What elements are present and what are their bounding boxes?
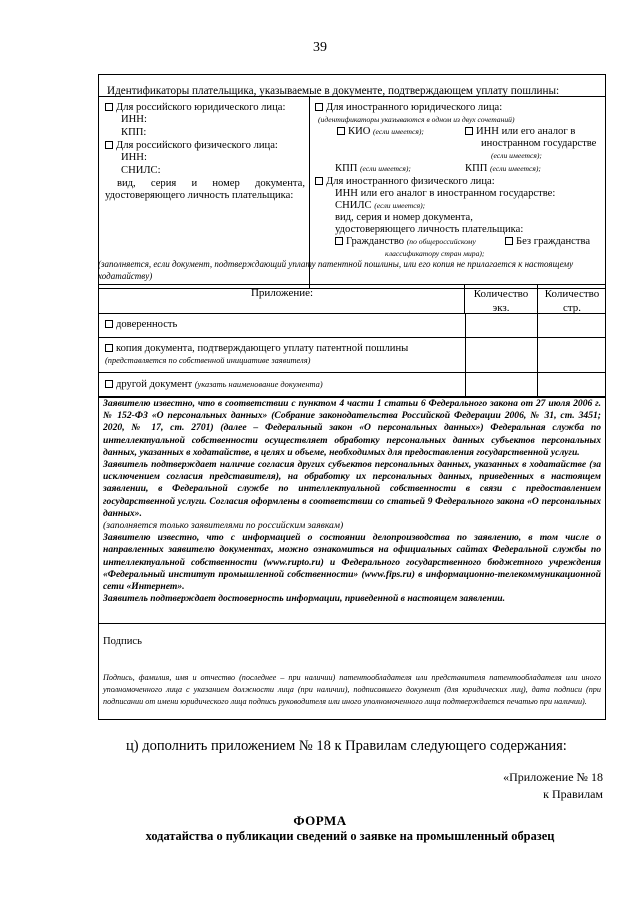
row-separator xyxy=(99,372,605,373)
foreign-doc-label-2: удостоверяющего личность плательщика: xyxy=(335,224,524,235)
signature-note: Подпись, фамилия, имя и отчество (последнее – при наличии) патентообладателя или представителя патентообладателя или иного уполномоченного лица с указанием должности лица (при наличии), подписавшего документ (для юридических лиц), дата подписи (при подписании от имени юридического лица подпись руководителя или иного уполномоченного лица подтверждается печатью при наличии). xyxy=(103,673,601,706)
other-document-checkbox[interactable] xyxy=(105,380,113,388)
signature-label: Подпись xyxy=(103,636,142,647)
appendix-line-2: к Правилам xyxy=(543,787,603,801)
foreign-kpp-label-2: КПП (если имеется); xyxy=(465,163,541,174)
legal-paragraph-2-note: (заполняется только заявителями по российским заявкам) xyxy=(103,520,344,532)
citizenship-option[interactable]: Гражданство (по общероссийскому xyxy=(335,236,476,248)
foreign-kpp-label: КПП (если имеется); xyxy=(335,163,411,174)
ru-individual-inn-label: ИНН: xyxy=(121,152,147,163)
foreign-snils-label: СНИЛС (если имеется); xyxy=(335,200,426,211)
legal-paragraph-3: Заявителю известно, что с информацией о состоянии делопроизводства по заявлению, в том числе о направленных заявителю документах, можно ознакомиться на официальных сайтах Федеральной службы по интеллектуальной собственности (www.rupto.ru) и Федерального государственного бюджетного учреждения «Федеральный институт промышленной собственности» (www.fips.ru) в информационно-телекоммуникационной сети «Интернет». xyxy=(103,532,601,593)
foreign-individual-option[interactable]: Для иностранного физического лица: xyxy=(315,176,495,188)
fee-copy-option[interactable]: копия документа, подтверждающего уплату патентной пошлины xyxy=(105,343,408,355)
foreign-legal-option[interactable]: Для иностранного юридического лица: xyxy=(315,102,502,114)
row-separator xyxy=(99,337,605,338)
legal-text xyxy=(103,398,601,605)
ru-legal-kpp-label: КПП: xyxy=(121,127,147,138)
pages-column-divider xyxy=(537,285,538,396)
ru-legal-checkbox[interactable] xyxy=(105,103,113,111)
inn-analog-option[interactable]: ИНН или его аналог в xyxy=(465,126,575,138)
payer-identifiers-table xyxy=(98,74,606,289)
copies-column-divider xyxy=(465,313,466,396)
stateless-checkbox[interactable] xyxy=(505,237,513,245)
ru-legal-inn-label: ИНН: xyxy=(121,114,147,125)
ru-individual-option[interactable]: Для российского физического лица: xyxy=(105,140,278,152)
foreign-legal-note: (идентификаторы указываются в одном из двух сочетаний) xyxy=(318,115,515,124)
attachments-table xyxy=(98,284,606,397)
kio-checkbox[interactable] xyxy=(337,127,345,135)
citizenship-note-2: классификатору стран мира); xyxy=(385,249,485,258)
attachments-title-cell xyxy=(99,285,465,313)
legal-paragraph-2: Заявитель подтверждает наличие согласия других субъектов персональных данных, указанных в ходатайстве (за исключением согласия представителя), на обработку их персональных данных, приведенных в настоящем заявлении, в Федеральной службе по интеллектуальной собственности в связи с предоставлением государственной услуги. Согласия оформлены в соответствии со статьей 9 Федерального закона «О персональных данных». xyxy=(103,459,601,519)
page-number: 39 xyxy=(313,40,327,55)
appendix-line-1: «Приложение № 18 xyxy=(503,770,603,784)
fee-copy-note: (представляется по собственной инициативе заявителя) xyxy=(105,356,311,365)
inn-analog-checkbox[interactable] xyxy=(465,127,473,135)
form-subtitle: ходатайства о публикации сведений о заявке на промышленный образец xyxy=(145,829,555,843)
amendment-text: ц) дополнить приложением № 18 к Правилам следующего содержания: xyxy=(126,738,567,754)
inn-analog-note: (если имеется); xyxy=(491,151,542,160)
ru-individual-doc-label-2: удостоверяющего личность плательщика: xyxy=(105,190,294,201)
ru-individual-doc-label: вид, серия и номер документа, xyxy=(117,178,305,189)
stateless-option[interactable]: Без гражданства xyxy=(505,236,590,248)
fee-copy-checkbox[interactable] xyxy=(105,344,113,352)
payer-header: Идентификаторы плательщика, указываемые в документе, подтверждающем уплату пошлины: xyxy=(107,85,560,97)
payer-header-row xyxy=(99,75,605,97)
attachments-title: Приложение: xyxy=(250,287,314,299)
kio-option[interactable]: КИО (если имеется); xyxy=(337,126,424,138)
legal-paragraph-4: Заявитель подтверждает достоверность информации, приведенной в настоящем заявлении. xyxy=(103,593,506,605)
appendix-reference xyxy=(503,769,603,803)
legal-separator xyxy=(99,623,605,624)
foreign-individual-checkbox[interactable] xyxy=(315,177,323,185)
attachments-header-separator xyxy=(99,313,605,314)
foreign-legal-checkbox[interactable] xyxy=(315,103,323,111)
ru-individual-snils-label: СНИЛС: xyxy=(121,165,161,176)
ru-legal-option[interactable]: Для российского юридического лица: xyxy=(105,102,285,114)
power-of-attorney-option[interactable]: доверенность xyxy=(105,319,177,331)
foreign-doc-label: вид, серия и номер документа, xyxy=(335,212,473,223)
foreign-inn-label: ИНН или его аналог в иностранном государстве: xyxy=(335,188,556,199)
pages-column-header: Количество стр. xyxy=(544,288,600,314)
form-title: ФОРМА xyxy=(293,813,347,828)
power-of-attorney-checkbox[interactable] xyxy=(105,320,113,328)
inn-analog-label-2: иностранном государстве xyxy=(481,138,597,149)
payer-fill-note: (заполняется, если документ, подтверждающий уплату патентной пошлины, или его копия не прилагается к настоящему ходатайству) xyxy=(98,259,574,281)
other-document-option[interactable]: другой документ (указать наименование документа) xyxy=(105,379,323,391)
legal-paragraph-1: Заявителю известно, что в соответствии с пунктом 4 части 1 статьи 6 Федерального закона от 27 июля 2006 г. № 152-ФЗ «О персональных данных» (Собрание законодательства Российской Федерации 2006, № 31, ст. 3451; 2020, № 17, ст. 2701) (далее – Федеральный закон «О персональных данных») Федеральная служба по интеллектуальной собственности осуществляет обработку персональных данных субъектов персональных данных, указанных в ходатайстве, в целях и объеме, необходимых для предоставления государственной услуги. xyxy=(103,398,601,458)
citizenship-checkbox[interactable] xyxy=(335,237,343,245)
ru-individual-checkbox[interactable] xyxy=(105,141,113,149)
copies-column-header: Количество экз. xyxy=(473,288,529,314)
